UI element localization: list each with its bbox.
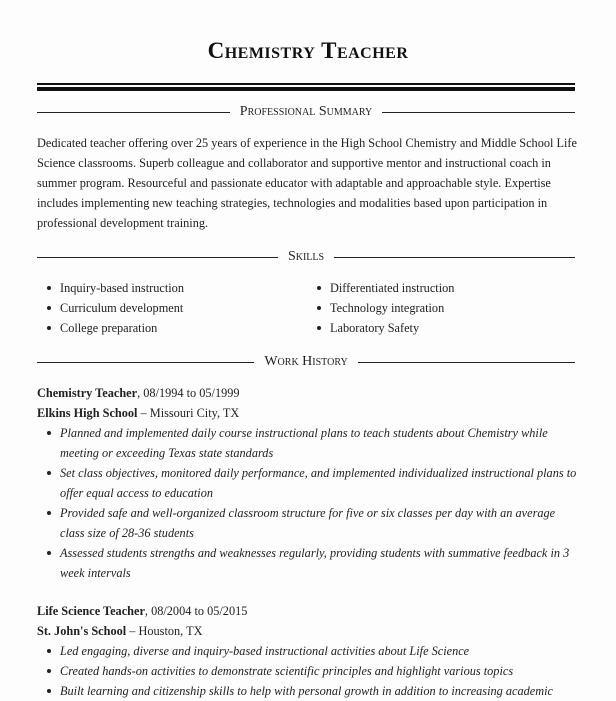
skill-item: Inquiry-based instruction bbox=[37, 278, 307, 298]
job-bullet: Provided safe and well-organized classroom structure for five or six classes per day with an average class size of 28-36 students bbox=[37, 503, 577, 543]
job-location: – Houston, TX bbox=[126, 624, 203, 638]
job-bullet: Created hands-on activities to demonstrate scientific principles and highlight various topics bbox=[37, 661, 577, 681]
section-heading-work-history: Work History bbox=[37, 354, 575, 370]
job-title: Chemistry Teacher bbox=[37, 386, 138, 400]
skills-list bbox=[37, 278, 577, 338]
summary-text: Dedicated teacher offering over 25 years of experience in the High School Chemistry and Middle School Life Science classrooms. Superb colleague and collaborator and supportive mentor and instructional coach in summer program. Resourceful and passionate educator with adaptable and approachable style. Expertise includes implementing new teaching strategies, technologies and modalities based upon participation in professional development training. bbox=[37, 136, 577, 230]
job-bullet: Set class objectives, monitored daily performance, and implemented individualized instructional plans to offer equal access to education bbox=[37, 463, 577, 503]
job-dates: , 08/1994 to 05/1999 bbox=[137, 386, 240, 400]
job-bullet: Built learning and citizenship skills to help with personal growth in addition to increasing academic bbox=[37, 681, 577, 701]
job-dates: , 08/2004 to 05/2015 bbox=[144, 604, 248, 618]
resume-title: Chemistry Teacher bbox=[207, 38, 409, 63]
job-employer: Elkins High School bbox=[37, 406, 138, 420]
skill-item: Laboratory Safety bbox=[307, 318, 577, 338]
job-location: – Missouri City, TX bbox=[137, 406, 240, 420]
job-bullet: Led engaging, diverse and inquiry-based instructional activities about Life Science bbox=[37, 641, 577, 661]
skill-item: Curriculum development bbox=[37, 298, 307, 318]
skill-item: Differentiated instruction bbox=[307, 278, 577, 298]
header-rule-thick bbox=[37, 87, 575, 91]
job-entry bbox=[37, 383, 577, 583]
section-heading-summary: Professional Summary bbox=[37, 104, 575, 120]
job-bullet: Planned and implemented daily course instructional plans to teach students about Chemistry while meeting or exceeding Texas state standards bbox=[37, 423, 577, 463]
skill-item: Technology integration bbox=[307, 298, 577, 318]
job-employer: St. John's School bbox=[37, 624, 127, 638]
job-entry bbox=[37, 601, 577, 701]
job-bullet: Assessed students strengths and weaknesses regularly, providing students with summative feedback in 3 week intervals bbox=[37, 543, 577, 583]
section-heading-skills: Skills bbox=[37, 249, 575, 265]
header-rule-thin bbox=[37, 83, 575, 85]
job-title: Life Science Teacher bbox=[37, 604, 145, 618]
skill-item: College preparation bbox=[37, 318, 307, 338]
